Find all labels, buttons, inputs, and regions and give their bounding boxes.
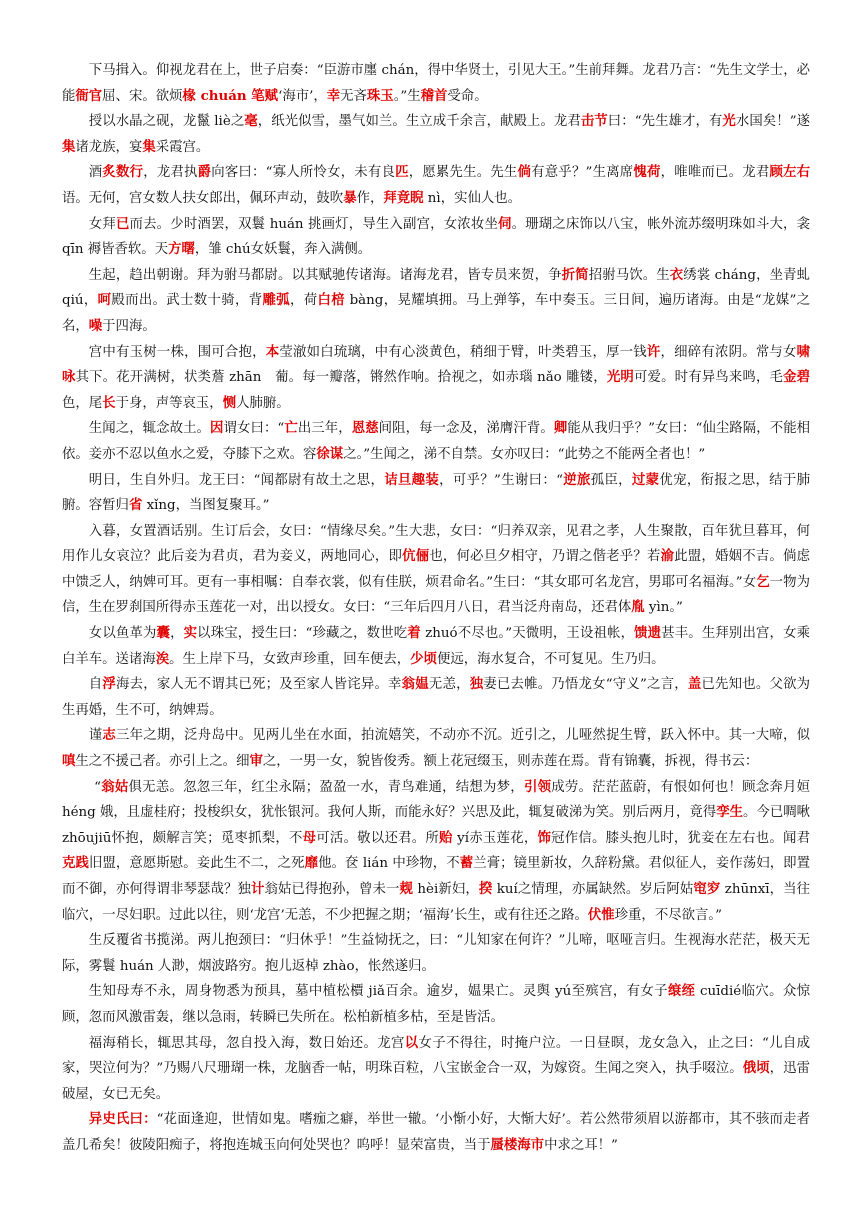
highlighted-term: 引领	[523, 778, 552, 795]
text-run: 此盟，婚姻不吉。倘虑中馈乏人，纳婢可耳。更有一事相嘱：自奉衣裳，似有佳朕，烦君命名。”生曰：“其女耶可名龙宫，男耶可名福海。”女	[62, 549, 811, 590]
highlighted-term: 椽 chuán 笔赋	[182, 87, 279, 104]
text-run: 人肺腑。	[236, 395, 290, 411]
paragraph	[62, 928, 810, 979]
highlighted-term: 折简	[561, 266, 589, 283]
text-run: 受命。	[447, 88, 488, 104]
highlighted-term: 呵	[97, 292, 112, 309]
text-run: 谨	[88, 728, 103, 744]
highlighted-term: 诘旦趣装	[384, 471, 440, 488]
highlighted-term: 幸	[326, 87, 341, 104]
text-run: ，迅雷破屋，女已无矣。	[62, 1061, 811, 1102]
highlighted-term: 嗔	[62, 753, 76, 770]
paragraph	[62, 212, 810, 263]
text-run: 女子不得往，时掩户泣。一日昼暝，龙女急入，止之曰：“儿自成家，哭泣何为？”乃赐八尺珊瑚一株，龙脑香一帖，明珠百粒，八宝嵌金合一双，为嫁资。生闻之突入，执手啜泣。	[62, 1035, 811, 1077]
highlighted-term: 本	[265, 343, 280, 360]
highlighted-term: 着	[407, 625, 421, 642]
highlighted-term: 乞	[756, 573, 770, 590]
text-run: 可爱。时有异鸟来鸣，毛	[633, 370, 784, 386]
highlighted-term: 克践	[62, 855, 89, 872]
text-run: 之，一男一女，貌皆俊秀。额上花冠缀玉，则赤莲在焉。背有锦囊，拆视，得书云：	[262, 754, 759, 770]
text-run: zhuó不尽也。”天微明，王设祖帐，	[420, 626, 635, 642]
highlighted-term: 噪	[88, 317, 103, 334]
text-run: 之。”生闻之，涕不自禁。女亦叹曰：“此势之不能两全者也！”	[343, 446, 706, 462]
highlighted-term: 母	[302, 829, 317, 846]
text-run: 生起，趋出朝谢。拜为驸马都尉。以其赋驰传诸海。诸海龙君，皆专员来贺，争	[88, 267, 562, 283]
text-run: 女以鱼革为	[88, 626, 157, 642]
highlighted-term: 囊	[156, 625, 171, 642]
text-run: “花面逢迎，世情如鬼。嗜痂之癖，举世一辙。‘小惭小好，大惭大好’。若公然带须眉以游都市，其不骇而走者盖几希矣！彼陵阳痴子，将抱连城玉向何处哭也？呜呼！显荣富贵，当于	[62, 1112, 811, 1153]
highlighted-term: 独	[469, 676, 484, 693]
highlighted-term: 揆	[478, 881, 493, 897]
text-run: ，可乎？”生谢曰：“	[439, 472, 563, 488]
text-run: 生闻之，辄念故土。	[88, 421, 211, 437]
highlighted-term: 俄顷	[742, 1060, 770, 1077]
text-run: cuīdié临穴。众惊顾，忽而风激雷轰，继以急雨，转瞬已失所在。松柏新植多枯，至是皆活。	[62, 984, 810, 1025]
highlighted-term: 孪生	[716, 804, 744, 821]
text-run: xǐng，当图复聚耳。”	[142, 498, 270, 514]
text-run: 。生上岸下马，女致声珍重，回车便去，	[169, 651, 411, 667]
text-run: kuí之情理，亦属缺然。岁后阿姑	[492, 882, 694, 897]
highlighted-term: 靡	[304, 855, 319, 872]
highlighted-term: 逆旅	[562, 471, 591, 488]
text-run: 有意乎？”生离席	[531, 165, 634, 181]
highlighted-term: 涘	[155, 650, 170, 667]
highlighted-term: 长	[102, 394, 116, 411]
highlighted-term: 金碧	[783, 369, 811, 386]
text-run: 能从我归乎？”女曰：“仙尘路隔，不能相依。妾亦不忍以鱼水之爱，夺膝下之欢。容	[62, 421, 811, 462]
highlighted-term: 伺	[498, 215, 512, 232]
text-run: 也，何必旦夕相守，乃谓之偕老乎？若	[429, 549, 661, 565]
paragraph	[62, 621, 810, 672]
paragraph	[62, 416, 810, 467]
paragraph	[62, 340, 810, 417]
text-run: 殿而出。武士数十骑，背	[111, 293, 263, 309]
highlighted-term: 贻	[439, 829, 453, 846]
text-run: ，愿累先生。先生	[408, 165, 518, 181]
highlighted-term: 拜竟	[383, 189, 411, 206]
text-run: 而去。少时酒罢，双鬟 huán 挑画灯，导生入副宫，女浓妆坐	[129, 216, 499, 232]
text-run: 可活。敬以还君。所	[316, 830, 440, 846]
text-run: 中求之耳！”	[544, 1137, 618, 1153]
text-run: 妻已去帷。乃悟龙女“守义”之言，	[483, 677, 688, 693]
highlighted-term: 愧荷	[633, 164, 661, 181]
text-run: yí赤玉莲花，	[452, 830, 538, 846]
text-run: bàng，晃耀填拥。马上弹筝，车中奏玉。三日间，遍历诸海。由是“龙媒”之名，	[62, 293, 811, 334]
text-run: 入暮，女置酒话别。生订后会，女曰：“情缘尽矣。”生大悲，女曰：“归养双亲，见君之孝，人生聚散，百年犹旦暮耳，何用作儿女哀泣？此后妾为君贞，君为妾义，两地同心，即	[62, 523, 810, 565]
text-run: 旧盟，意愿斯慰。妾此生不二，之死	[88, 856, 305, 872]
text-run: 。今已啁啾 zhōujiū怀抱，颇解言笑；觅枣抓梨，不	[62, 805, 811, 846]
paragraph	[62, 468, 810, 519]
highlighted-term: 异史氏曰：	[88, 1111, 157, 1128]
highlighted-term: 炙数行	[102, 164, 144, 181]
text-run: 。珊瑚之床饰以八宝，帐外流苏缀明珠如斗大，衾 qīn 褥皆香软。天	[62, 216, 811, 258]
text-run: nì，实仙人也。	[423, 190, 522, 206]
highlighted-term: 珠玉	[366, 87, 394, 104]
highlighted-term: 恻	[222, 394, 237, 411]
text-run: 孤臣，	[590, 472, 632, 488]
highlighted-term: 白棓	[317, 292, 345, 309]
highlighted-term: 计	[251, 881, 265, 897]
paragraph	[62, 263, 810, 340]
text-run: hèi新妇，	[413, 882, 479, 897]
text-run: 以珠宝，授生曰：“珍藏之，数世吃	[197, 626, 408, 642]
paragraph	[62, 1031, 810, 1108]
text-run: ，荷	[290, 293, 318, 309]
highlighted-term: 缞绖	[667, 983, 696, 1000]
highlighted-term: 方曙	[168, 241, 195, 258]
paragraph	[62, 672, 810, 723]
highlighted-term: 以	[404, 1034, 419, 1051]
highlighted-term: 啸咏	[62, 343, 811, 386]
text-run: 其下。花开满树，状类薝 zhān 葡。每一瓣落，锵然作响。拾视之，如赤瑙 nǎo 雕镂，	[75, 370, 607, 386]
text-run: 无恙，	[428, 677, 470, 693]
text-run: 。”生	[393, 88, 421, 104]
text-run: 自	[88, 677, 103, 693]
text-run: 莹澈如白琉璃，中有心淡黄色，稍细于臂，叶类碧玉，厚一钱	[279, 344, 647, 360]
text-run: 珍重，不尽欲言。”	[614, 907, 722, 923]
text-run: ，雏 chú女妖鬟，奔入满侧。	[194, 242, 372, 258]
text-run: 作，	[356, 190, 384, 206]
text-run: 海去，家人无不谓其已死；及至家人皆诧异。幸	[116, 677, 402, 693]
highlighted-term: 志	[102, 727, 117, 744]
highlighted-term: 浮	[102, 676, 117, 693]
text-run: 诸龙族，宴	[75, 139, 143, 155]
text-run: 明日，生自外归。龙王曰：“闻都尉有故土之思，	[88, 472, 385, 488]
text-run: ，	[170, 626, 184, 642]
highlighted-term: 光	[722, 113, 736, 130]
text-run: 兰膏；镜里新妆，久辞粉黛。君似征人，妾作荡妇，即置而不御，亦何得谓非琴瑟哉？独	[62, 856, 811, 897]
text-run: ，龙君执	[143, 165, 198, 181]
highlighted-term: 暴	[343, 189, 357, 206]
highlighted-term: 实	[183, 625, 198, 642]
text-run: 于四海。	[102, 318, 156, 334]
highlighted-term: 睨	[410, 189, 424, 206]
highlighted-term: 翁媪	[401, 676, 429, 693]
letter-paragraph	[62, 775, 810, 929]
text-run: ，纸光似雪，墨气如兰。生立成千余言，献殿上。龙君	[257, 114, 581, 130]
text-run: 便远，海水复合，不可复见。生乃归。	[436, 651, 665, 667]
highlighted-term: 光明	[606, 369, 634, 386]
text-run: 绣裳 cháng，坐青虬 qiú，	[62, 267, 811, 309]
highlighted-term: 伉俪	[402, 548, 430, 565]
text-run: 色，尾	[62, 395, 103, 411]
highlighted-term: 觌	[399, 881, 414, 897]
text-run: yìn。”	[644, 600, 683, 616]
text-run: 酒	[88, 165, 103, 181]
text-run: 甚丰。生拜别出宫，女乘白羊车。送诸海	[62, 626, 811, 667]
text-run: 采霞宫。	[155, 139, 210, 155]
text-run: “	[94, 779, 102, 795]
text-run: 水国矣！”遂	[735, 114, 811, 130]
highlighted-term: 稽首	[420, 87, 448, 104]
text-run: 屈、宋。欲烦	[102, 88, 183, 104]
text-run: 下马揖入。仰视龙君在上，世子启奏：“臣游市廛 chán，得中华贤士，引见大王。”生前拜舞。龙君乃言：“先生文学士，必能	[62, 63, 810, 104]
text-run: 谓女曰：“	[223, 421, 285, 437]
text-run: zhūnxī，当往临穴，一尽妇职。过此以往，则‘龙宫’无恙，不少把握之期；‘福海’长生，或有往还之路。	[62, 882, 811, 923]
highlighted-term: 胤	[631, 599, 645, 616]
paragraph	[62, 160, 810, 211]
text-run: 授以水晶之砚，龙鬣 liè之	[88, 114, 245, 130]
text-run: 语。无何，宫女数人扶女郎出，佩环声动，鼓吹	[62, 190, 344, 206]
paragraph	[62, 979, 810, 1030]
text-run: 女拜	[88, 216, 116, 232]
text-run: 三年之期，泛舟岛中。见两儿坐在水面，拍流嬉笑，不动亦不沉。近引之，儿哑然捉生臂，跃入怀中。其一大啼，似	[116, 728, 811, 744]
highlighted-term: 饰	[537, 829, 552, 846]
text-run: 生反覆省书揽涕。两儿抱颈曰：“归休乎！”生益恸抚之，曰：“儿知家在何许？”儿啼，呕哑言归。生视海水茫茫，极天无际，雾鬟 huán 人渺，烟波路穷。抱儿返棹 zhào，怅然遂归。	[62, 933, 810, 974]
highlighted-term: 过蒙	[631, 471, 660, 488]
highlighted-term: 爵	[197, 164, 212, 181]
text-run: 生知母寿不永，周身物悉为预具，墓中植松檟 jiǎ百余。逾岁，媪果亡。灵舆 yú至殡宫，有女子	[88, 984, 668, 1000]
text-run: 曰：“先生雄才，有	[607, 114, 723, 130]
paragraph	[62, 109, 810, 160]
text-run: 间阻，每一念及，涕膺汗背。	[378, 421, 554, 437]
paragraph	[62, 519, 810, 621]
text-run: 他。奁 lián 中珍物，不	[318, 856, 460, 872]
highlighted-term: 馈遗	[634, 625, 662, 642]
highlighted-term: 蓄	[459, 855, 474, 872]
text-run: 已先知也。父欲为生再婚，生不可，纳婢焉。	[62, 677, 811, 718]
highlighted-term: 卿	[553, 420, 568, 437]
text-run: 出三年，	[297, 421, 352, 437]
text-run: 优宠，衔报之思，结于肺腑。容暂归	[62, 472, 811, 514]
text-run: 生之不援己者。亦引上之。细	[75, 754, 250, 770]
text-run: ‘海市’，	[278, 88, 327, 104]
text-run: 成劳。茫茫蓝蔚，有恨如何也！顾念奔月姮 héng 娥，且虚桂府；投梭织女，犹怅银河。我何人斯，而能永好？兴思及此，辄复破涕为笑。别后两月，竟得	[62, 779, 811, 821]
highlighted-term: 因	[210, 420, 224, 437]
text-run: ，细碎有浓阴。常与女	[660, 344, 797, 360]
highlighted-term: 雕弧	[262, 292, 290, 309]
paragraph	[62, 723, 810, 774]
text-run: 一物为信，生在罗刹国所得赤玉莲花一对，出以授女。女曰：“三年后四月八日，君当泛舟南岛，还君体	[62, 574, 810, 616]
text-run: 俱无恙。忽忽三年，红尘永隔；盈盈一水，青鸟难通，结想为梦，	[128, 779, 524, 795]
highlighted-term: 蜃楼海市	[490, 1136, 545, 1153]
highlighted-term: 翁姑	[101, 778, 129, 795]
highlighted-term: 少顷	[410, 650, 437, 667]
text-run: 于身，声等哀玉，	[115, 395, 223, 411]
highlighted-term: 已	[115, 215, 130, 232]
text-run: ，唯唯而已。龙君	[660, 165, 770, 181]
highlighted-term: 击节	[580, 113, 608, 130]
highlighted-term: 毫	[244, 113, 258, 130]
highlighted-term: 省	[128, 497, 143, 514]
highlighted-term: 顾左右	[769, 164, 811, 181]
highlighted-term: 匹	[395, 164, 409, 181]
text-run: 福海稍长，辄思其母，忽自投入海，数日始还。龙宫	[88, 1035, 405, 1051]
highlighted-term: 窀穸	[693, 881, 721, 897]
text-run: 宫中有玉树一株，围可合抱，	[88, 344, 266, 360]
highlighted-term: 集	[62, 138, 76, 155]
text-run: 无吝	[340, 88, 367, 104]
highlighted-term: 审	[249, 753, 263, 770]
highlighted-term: 渝	[660, 548, 675, 565]
highlighted-term: 恩慈	[351, 420, 379, 437]
highlighted-term: 盖	[687, 676, 702, 693]
text-run: 招驸马饮。生	[588, 267, 670, 283]
highlighted-term: 伏惟	[587, 906, 615, 923]
text-run: 冠作信。膝头抱儿时，犹妾在左右也。闻君	[551, 830, 811, 846]
commentary-paragraph	[62, 1107, 810, 1158]
highlighted-term: 徐谋	[316, 445, 344, 462]
text-run: 向客曰：“寡人所怜女，未有良	[211, 165, 396, 181]
highlighted-term: 亡	[284, 420, 298, 437]
text-run: 翁姑已得抱孙，曾未一	[264, 882, 400, 897]
highlighted-term: 许	[646, 343, 661, 360]
highlighted-term: 衙官	[75, 87, 103, 104]
highlighted-term: 倘	[517, 164, 532, 181]
paragraph	[62, 58, 810, 109]
highlighted-term: 集	[142, 138, 156, 155]
highlighted-term: 衣	[669, 266, 684, 283]
